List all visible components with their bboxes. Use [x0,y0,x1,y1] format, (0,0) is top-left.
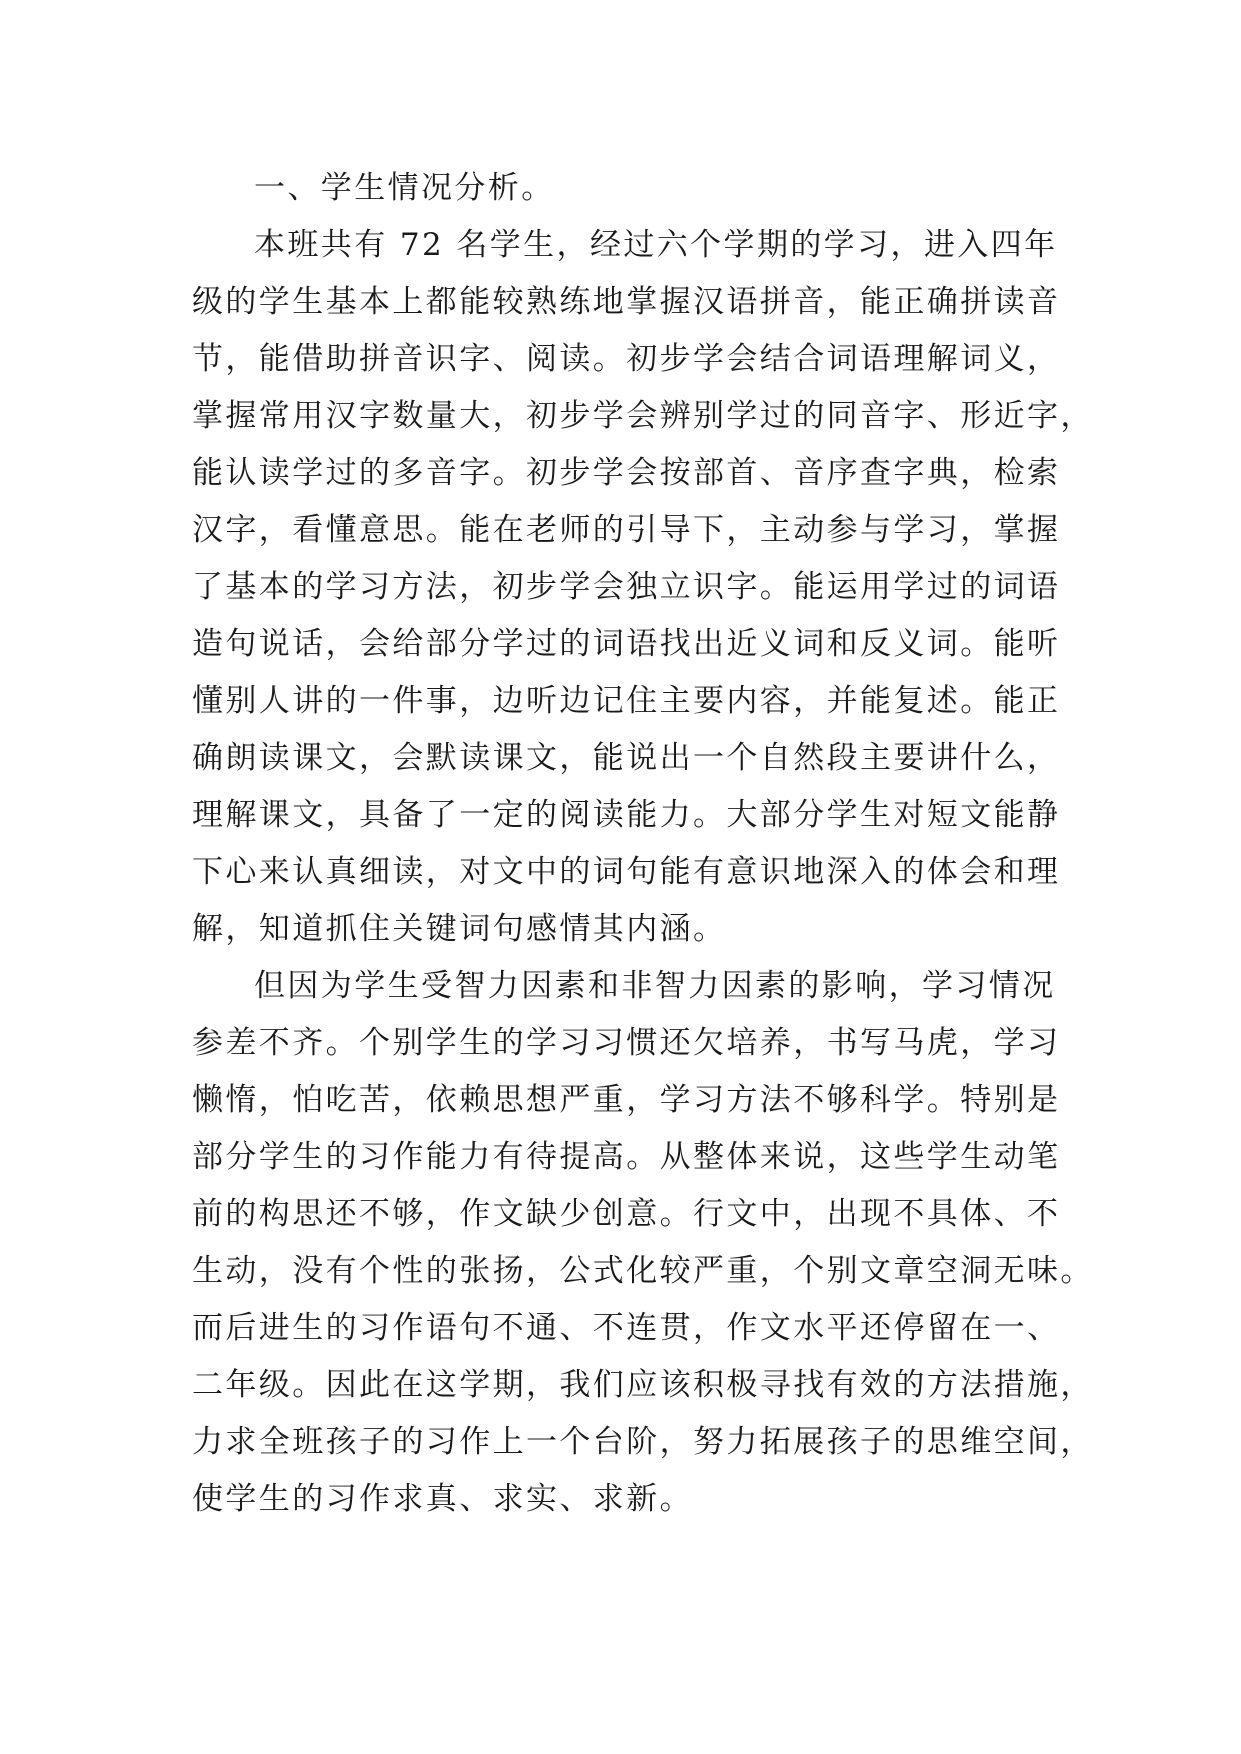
paragraph-line: 下心来认真细读，对文中的词句能有意识地深入的体会和理 [192,854,1061,890]
paragraph-student-abilities [192,217,1094,958]
paragraph-line: 掌握常用汉字数量大，初步学会辨别学过的同音字、形近字， [192,398,1094,434]
paragraph-line: 汉字，看懂意思。能在老师的引导下，主动参与学习，掌握 [192,512,1061,548]
paragraph-line: 理解课文，具备了一定的阅读能力。大部分学生对短文能静 [192,797,1061,833]
paragraph-line: 使学生的习作求真、求实、求新。 [192,1481,693,1517]
document-body [192,160,1094,1528]
paragraph-line: 前的构思还不够，作文缺少创意。行文中，出现不具体、不 [192,1196,1061,1232]
paragraph-line: 部分学生的习作能力有待提高。从整体来说，这些学生动笔 [192,1139,1061,1175]
paragraph-line: 而后进生的习作语句不通、不连贯，作文水平还停留在一、 [192,1310,1061,1346]
paragraph-line: 解，知道抓住关键词句感情其内涵。 [192,911,727,947]
paragraph-line: 本班共有 72 名学生，经过六个学期的学习，进入四年 [254,227,1058,263]
section-heading: 一、学生情况分析。 [254,170,555,206]
paragraph-line: 造句说话，会给部分学过的词语找出近义词和反义词。能听 [192,626,1061,662]
paragraph-line: 能认读学过的多音字。初步学会按部首、音序查字典，检索 [192,455,1061,491]
paragraph-line: 级的学生基本上都能较熟练地掌握汉语拼音，能正确拼读音 [192,284,1061,320]
paragraph-line: 确朗读课文，会默读课文，能说出一个自然段主要讲什么， [192,740,1061,776]
paragraph-line: 节，能借助拼音识字、阅读。初步学会结合词语理解词义， [192,341,1061,377]
paragraph-line: 了基本的学习方法，初步学会独立识字。能运用学过的词语 [192,569,1061,605]
paragraph-line: 二年级。因此在这学期，我们应该积极寻找有效的方法措施， [192,1367,1094,1403]
paragraph-line: 懂别人讲的一件事，边听边记住主要内容，并能复述。能正 [192,683,1061,719]
paragraph-student-weaknesses [192,958,1094,1528]
paragraph-line: 参差不齐。个别学生的学习习惯还欠培养，书写马虎，学习 [192,1025,1061,1061]
paragraph-line: 生动，没有个性的张扬，公式化较严重，个别文章空洞无味。 [192,1253,1094,1289]
paragraph-line: 但因为学生受智力因素和非智力因素的影响，学习情况 [254,968,1056,1004]
paragraph-line: 懒惰，怕吃苦，依赖思想严重，学习方法不够科学。特别是 [192,1082,1061,1118]
paragraph-line: 力求全班孩子的习作上一个台阶，努力拓展孩子的思维空间， [192,1424,1094,1460]
